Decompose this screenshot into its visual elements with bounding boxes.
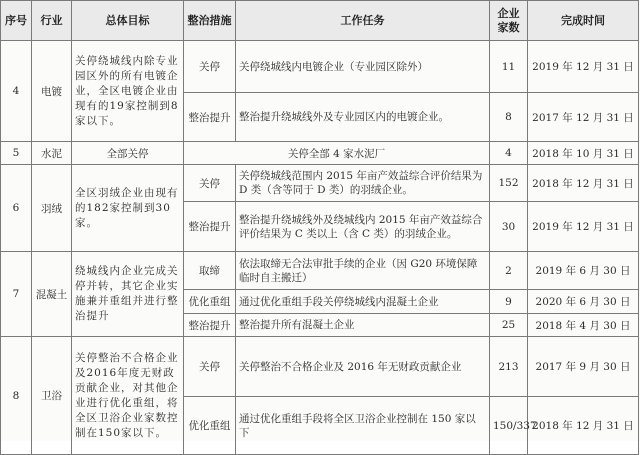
count-cell: 8: [490, 93, 528, 142]
seq-cell: 7: [1, 252, 32, 337]
table-row: [1, 142, 639, 165]
header-count-line2: 家数: [497, 20, 520, 34]
header-seq: 序号: [1, 1, 32, 41]
task-cell: 依法取缔无合法审批手续的企业（因 G20 环境保障临时自主搬迁）: [236, 252, 490, 290]
table-row: [1, 252, 639, 290]
task-cell: 通过优化重组手段将全区卫浴企业控制在 150 家以下: [236, 397, 490, 455]
goal-cell: 全部关停: [72, 142, 184, 165]
deadline-cell: 2017 年 9 月 30 日: [528, 337, 639, 397]
deadline-cell: 2018 年 4 月 30 日: [528, 314, 639, 337]
task-cell: 关停整治不合格企业及 2016 年无财政贡献企业: [236, 337, 490, 397]
count-cell: 25: [490, 314, 528, 337]
goal-cell: 绕城线内企业完成关停并转，其它企业实施兼并重组并进行整治提升: [72, 252, 184, 337]
goal-cell: 关停绕城线内除专业园区外的所有电镀企业，全区电镀企业由现有的19家控制到8家以下。: [72, 41, 184, 142]
deadline-cell: 2018 年 12 月 31 日: [528, 397, 639, 455]
goal-cell: 关停整治不合格企业及2016年度无财政贡献企业，对其他企业进行优化重组，将全区卫浴企业家数控制在150家以下。: [72, 337, 184, 455]
count-cell: 150/337: [490, 397, 528, 455]
deadline-cell: 2017 年 12 月 31 日: [528, 93, 639, 142]
goal-cell: 全区羽绒企业由现有的182家控制到30家。: [72, 165, 184, 252]
measure-cell: 关停: [184, 165, 236, 202]
measure-cell: 取缔: [184, 252, 236, 290]
header-row: [1, 1, 639, 41]
header-goal: 总体目标: [72, 1, 184, 41]
measure-cell: 关停: [184, 337, 236, 397]
task-cell: 关停绕城线内电镀企业（专业园区除外）: [236, 41, 490, 93]
deadline-cell: 2018 年 12 月 31 日: [528, 165, 639, 202]
industry-cell: 混凝土: [32, 252, 72, 337]
measure-cell: 优化重组: [184, 290, 236, 314]
task-cell: 通过优化重组手段关停绕城线内混凝土企业: [236, 290, 490, 314]
seq-cell: 5: [1, 142, 32, 165]
measure-cell: 整治提升: [184, 93, 236, 142]
task-cell: 关停全部 4 家水泥厂: [184, 142, 490, 165]
measure-cell: 整治提升: [184, 314, 236, 337]
task-cell: 整治提升绕城线外及绕城线内 2015 年亩产效益综合评价结果为 C 类以上（含 C 类）的羽绒企业。: [236, 202, 490, 252]
task-cell: 整治提升所有混凝土企业: [236, 314, 490, 337]
task-cell: 关停绕城线范围内 2015 年亩产效益综合评价结果为 D 类（含等同于 D 类）的羽绒企业。: [236, 165, 490, 202]
measure-cell: 整治提升: [184, 202, 236, 252]
industry-cell: 水泥: [32, 142, 72, 165]
count-cell: 11: [490, 41, 528, 93]
count-cell: 30: [490, 202, 528, 252]
measure-cell: 优化重组: [184, 397, 236, 455]
seq-cell: 4: [1, 41, 32, 142]
seq-cell: 6: [1, 165, 32, 252]
deadline-cell: 2019 年 12 月 31 日: [528, 202, 639, 252]
deadline-cell: 2020 年 6 月 30 日: [528, 290, 639, 314]
header-deadline: 完成时间: [528, 1, 639, 41]
seq-cell: 8: [1, 337, 32, 455]
industry-cell: 卫浴: [32, 337, 72, 455]
count-cell: 213: [490, 337, 528, 397]
header-industry: 行业: [32, 1, 72, 41]
deadline-cell: 2018 年 10 月 31 日: [528, 142, 639, 165]
header-count: [490, 1, 528, 41]
header-task: 工作任务: [236, 1, 490, 41]
task-cell: 整治提升绕城线外及专业园区内的电镀企业。: [236, 93, 490, 142]
deadline-cell: 2019 年 12 月 31 日: [528, 41, 639, 93]
table-row: [1, 165, 639, 202]
count-cell: 9: [490, 290, 528, 314]
industry-cell: 电镀: [32, 41, 72, 142]
count-cell: 2: [490, 252, 528, 290]
count-cell: 4: [490, 142, 528, 165]
table-row: [1, 337, 639, 397]
industry-cell: 羽绒: [32, 165, 72, 252]
measure-cell: 关停: [184, 41, 236, 93]
table-row: [1, 41, 639, 93]
deadline-cell: 2019 年 6 月 30 日: [528, 252, 639, 290]
header-count-line1: 企业: [497, 6, 520, 20]
header-measure: 整治措施: [184, 1, 236, 41]
count-cell: 152: [490, 165, 528, 202]
